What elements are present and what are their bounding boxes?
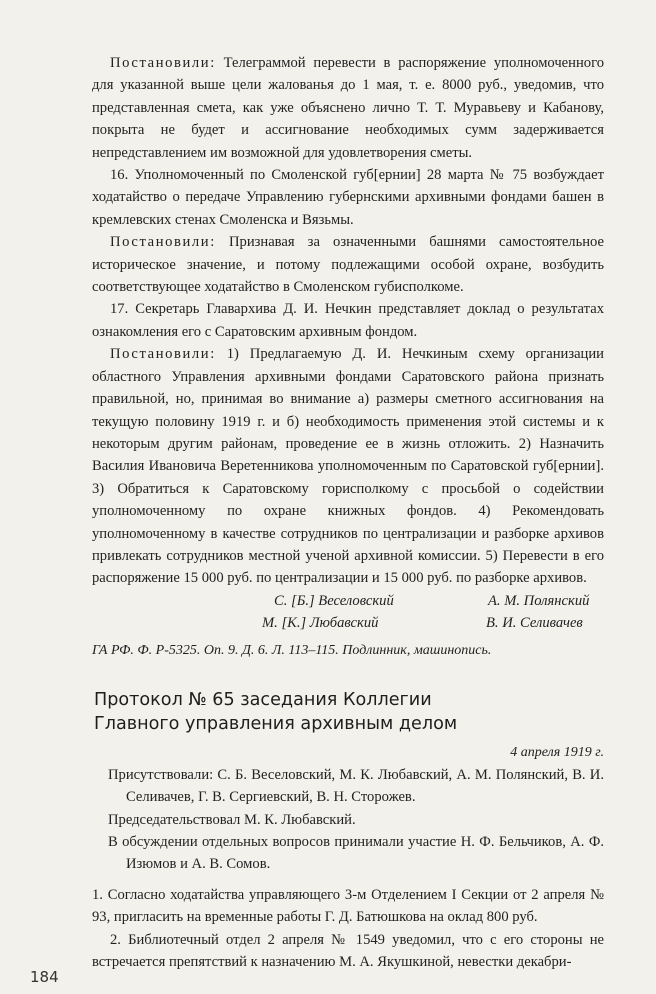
paragraph-resolution-3 bbox=[92, 343, 604, 589]
resolution-label: Постановили: bbox=[110, 234, 216, 251]
discussion-participants: В обсуждении отдельных вопросов принимали участие Н. Ф. Бельчиков, А. Ф. Изюмов и А. В. Сомов. bbox=[108, 833, 604, 873]
protocol-item-1: 1. Согласно ходатайства управляющего 3-м Отделением I Секции от 2 апреля № 93, пригласить на временные работы Г. Д. Батюшкова на оклад 800 руб. bbox=[92, 886, 604, 926]
protocol-item-2: 2. Библиотечный отдел 2 апреля № 1549 уведомил, что с его стороны не встречается препятствий к назначению М. А. Якушкиной, невестки декабри- bbox=[92, 931, 604, 970]
resolution-text: 1) Предлагаемую Д. И. Нечкиным схему организации областного Управления архивными фондами Саратовского района признать правильной, но, принимая во внимание а) размеры сметного ассигнования на текущую половину 1919 г. и б) необходимость применения этой системы и к некоторым другим районам, проведение ее в жизнь отложить. 2) Назначить Василия Ивановича Веретенникова уполномоченным по Саратовской губ[ернии]. 3) Обратиться к Саратовскому горисполкому с просьбой о содействии уполномоченному по охране книжных фондов. 4) Рекомендовать уполномоченному в качестве сотрудников по централизации и разборке архивов привлекать сотрудников местной ученой архивной комиссии. 5) Перевести в его распоряжение 15 000 руб. по централизации и 15 000 руб. по разборке архивов. bbox=[92, 346, 604, 587]
present-list: Присутствовали: С. Б. Веселовский, М. К. Любавский, А. М. Полянский, В. И. Селивачев, Г. В. Сергиевский, В. Н. Сторожев. bbox=[108, 766, 604, 806]
paragraph-item-16: 16. Уполномоченный по Смоленской губ[ернии] 28 марта № 75 возбуждает ходатайство о передаче Управлению губернскими архивными фондами башен в кремлевских стенах Смоленска и Вязьмы. bbox=[92, 167, 604, 228]
signature: М. [К.] Любавский bbox=[262, 614, 379, 631]
paragraph-resolution-2 bbox=[92, 231, 604, 298]
page-number: 184 bbox=[30, 968, 59, 986]
signature: С. [Б.] Веселовский bbox=[274, 592, 394, 609]
signature: А. М. Полянский bbox=[488, 592, 590, 609]
signature: В. И. Селивачев bbox=[486, 614, 583, 631]
archive-reference: ГА РФ. Ф. Р-5325. Оп. 9. Д. 6. Л. 113–115. Подлинник, машинопись. bbox=[92, 642, 492, 658]
resolution-text: Телеграммой перевести в распоряжение уполномоченного для указанной выше цели жалованья до 1 мая, т. е. 8000 руб., уведомив, что представленная смета, как уже объяснено лично Т. Т. Муравьеву и Кабанову, покрыта не будет и ассигнование необходимых сумм задерживается непредставлением им возможной для удовлетворения сметы. bbox=[92, 55, 604, 161]
paragraph-resolution-1 bbox=[92, 52, 604, 164]
signature-block bbox=[92, 590, 604, 634]
chairman: Председательствовал М. К. Любавский. bbox=[108, 811, 356, 828]
resolution-label: Постановили: bbox=[110, 55, 216, 71]
resolution-text: Признавая за означенными башнями самостоятельное историческое значение, и потому подлежащими особой охране, возбудить соответствующее ходатайство в Смоленском губисполкоме. bbox=[92, 234, 604, 296]
protocol-date: 4 апреля 1919 г. bbox=[510, 744, 604, 760]
heading-line: Главного управления архивным делом bbox=[94, 713, 458, 734]
heading-line: Протокол № 65 заседания Коллегии bbox=[94, 689, 432, 710]
page-body bbox=[92, 52, 604, 973]
resolution-label: Постановили: bbox=[110, 346, 216, 363]
protocol-heading bbox=[92, 688, 604, 736]
paragraph-item-17: 17. Секретарь Главархива Д. И. Нечкин представляет доклад о результатах ознакомления его с Саратовским архивным фондом. bbox=[92, 301, 604, 340]
